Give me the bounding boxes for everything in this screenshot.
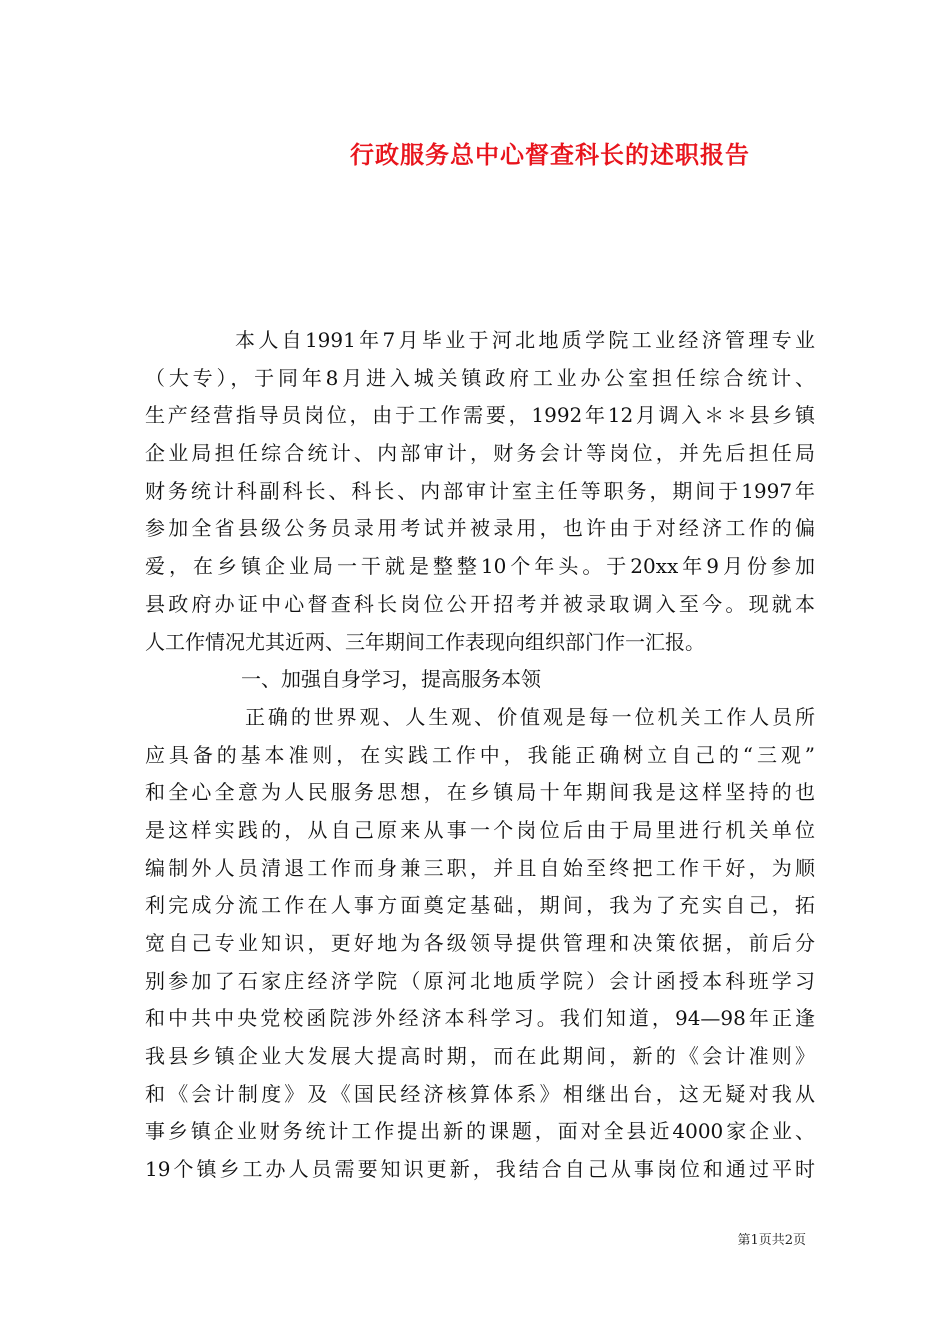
paragraph-line: 正确的世界观、人生观、价值观是每一位机关工作人员所 <box>245 704 815 729</box>
paragraph-line: （大专），于同年8月进入城关镇政府工业办公室担任综合统计、 <box>145 365 815 390</box>
document-title: 行政服务总中心督查科长的述职报告 <box>350 140 750 169</box>
page-number: 第1页共2页 <box>737 1233 806 1248</box>
paragraph-line: 编制外人员清退工作而身兼三职，并且自始至终把工作干好，为顺 <box>145 855 815 880</box>
paragraph-line: 企业局担任综合统计、内部审计，财务会计等岗位，并先后担任局 <box>145 441 815 466</box>
paragraph-line: 和全心全意为人民服务思想，在乡镇局十年期间我是这样坚持的也 <box>145 780 815 805</box>
paragraph-line: 应具备的基本准则，在实践工作中，我能正确树立自己的“三观” <box>145 742 815 767</box>
paragraph-line: 别参加了石家庄经济学院（原河北地质学院）会计函授本科班学习 <box>145 968 815 993</box>
document-body <box>145 322 815 1189</box>
paragraph-line: 宽自己专业知识，更好地为各级领导提供管理和决策依据，前后分 <box>145 931 815 955</box>
paragraph-line: 生产经营指导员岗位，由于工作需要，1992年12月调入＊＊县乡镇 <box>145 403 815 428</box>
paragraph-line: 是这样实践的，从自己原来从事一个岗位后由于局里进行机关单位 <box>145 817 815 842</box>
paragraph-line: 事乡镇企业财务统计工作提出新的课题，面对全县近4000家企业、 <box>145 1119 815 1144</box>
paragraph-line: 人工作情况尤其近两、三年期间工作表现向组织部门作一汇报。 <box>145 629 705 654</box>
paragraph-line: 爱，在乡镇企业局一干就是整整10个年头。于20xx年9月份参加 <box>145 554 815 579</box>
section-heading: 一、加强自身学习，提高服务本领 <box>241 667 541 692</box>
paragraph-line: 利完成分流工作在人事方面奠定基础，期间，我为了充实自己，拓 <box>145 893 815 918</box>
paragraph-line: 县政府办证中心督查科长岗位公开招考并被录取调入至今。现就本 <box>145 591 815 616</box>
paragraph-line: 参加全省县级公务员录用考试并被录用，也许由于对经济工作的偏 <box>145 516 815 541</box>
paragraph-line: 财务统计科副科长、科长、内部审计室主任等职务，期间于1997年 <box>145 478 815 503</box>
paragraph-line: 和中共中央党校函院涉外经济本科学习。我们知道，94—98年正逢 <box>145 1006 815 1031</box>
paragraph-line: 19个镇乡工办人员需要知识更新，我结合自己从事岗位和通过平时 <box>145 1157 815 1182</box>
paragraph-line: 本人自1991年7月毕业于河北地质学院工业经济管理专业 <box>235 328 815 352</box>
paragraph-line: 我县乡镇企业大发展大提高时期，而在此期间，新的《会计准则》 <box>145 1044 815 1069</box>
paragraph-line: 和《会计制度》及《国民经济核算体系》相继出台，这无疑对我从 <box>145 1081 815 1106</box>
